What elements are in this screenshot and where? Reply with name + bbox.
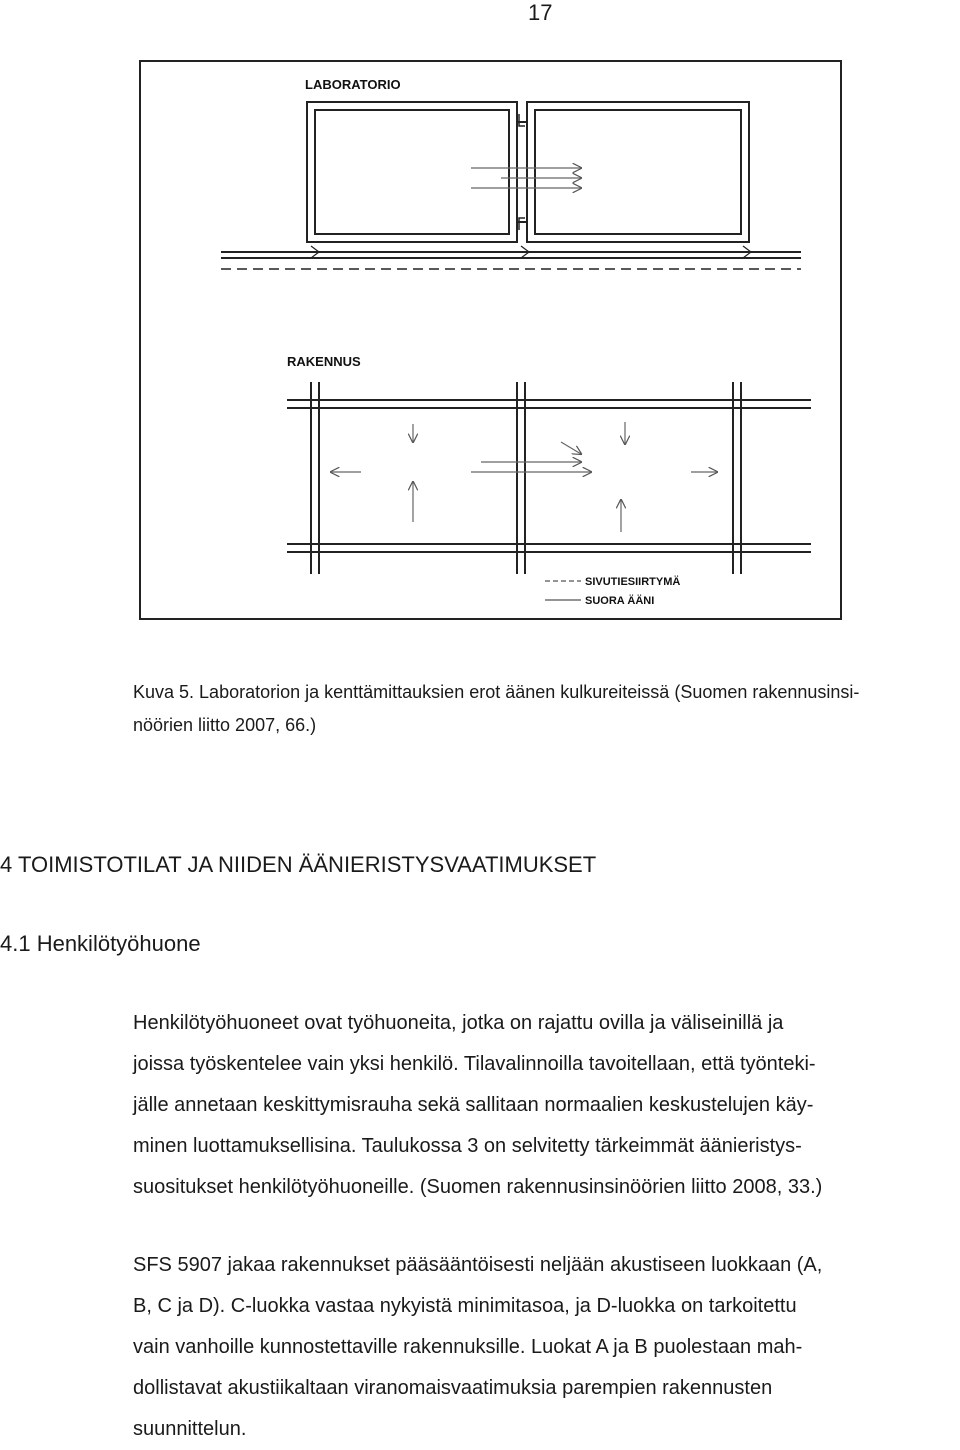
paragraph-line: jälle annetaan keskittymisrauha sekä sallitaan normaalien keskustelujen käy- xyxy=(133,1094,814,1116)
paragraph-line: vain vanhoille kunnostettaville rakennuksille. Luokat A ja B puolestaan mah- xyxy=(133,1336,803,1358)
paragraph-line: B, C ja D). C-luokka vastaa nykyistä minimitasoa, ja D-luokka on tarkoitettu xyxy=(133,1295,797,1317)
laboratory-floor xyxy=(221,246,801,269)
paragraph-1 xyxy=(133,1003,960,1208)
caption-line: Kuva 5. Laboratorion ja kenttämittauksien erot äänen kulkureiteissä (Suomen rakennusinsi- xyxy=(133,682,860,702)
figure-sound-paths xyxy=(139,60,842,620)
laboratory-label: LABORATORIO xyxy=(305,77,401,92)
caption-line: nöörien liitto 2007, 66.) xyxy=(133,715,317,735)
page-number: 17 xyxy=(528,0,553,25)
paragraph-line: Henkilötyöhuoneet ovat työhuoneita, jotka on rajattu ovilla ja väliseinillä ja xyxy=(133,1012,784,1034)
building-structure xyxy=(287,382,811,574)
building-label: RAKENNUS xyxy=(287,354,361,369)
paragraph-line: suunnittelun. xyxy=(133,1418,247,1440)
figure-diagram xyxy=(141,62,840,618)
paragraph-2 xyxy=(133,1245,960,1450)
paragraph-line: suositukset henkilötyöhuoneille. (Suomen rakennusinsinöörien liitto 2008, 33.) xyxy=(133,1176,823,1198)
chapter-heading: 4 TOIMISTOTILAT JA NIIDEN ÄÄNIERISTYSVAATIMUKSET xyxy=(0,852,597,877)
section-heading: 4.1 Henkilötyöhuone xyxy=(0,931,201,956)
laboratory-rooms xyxy=(307,102,749,242)
legend-flanking-label: SIVUTIESIIRTYMÄ xyxy=(585,576,681,588)
paragraph-line: SFS 5907 jakaa rakennukset pääsääntöisesti neljään akustiseen luokkaan (A, xyxy=(133,1254,823,1276)
legend-direct-label: SUORA ÄÄNI xyxy=(585,595,655,607)
figure-caption xyxy=(133,676,933,742)
paragraph-line: joissa työskentelee vain yksi henkilö. Tilavalinnoilla tavoitellaan, että työnteki- xyxy=(133,1053,816,1075)
legend xyxy=(545,575,680,607)
paragraph-line: minen luottamuksellisina. Taulukossa 3 on selvitetty tärkeimmät äänieristys- xyxy=(133,1135,802,1157)
paragraph-line: dollistavat akustiikaltaan viranomaisvaatimuksia parempien rakennusten xyxy=(133,1377,773,1399)
